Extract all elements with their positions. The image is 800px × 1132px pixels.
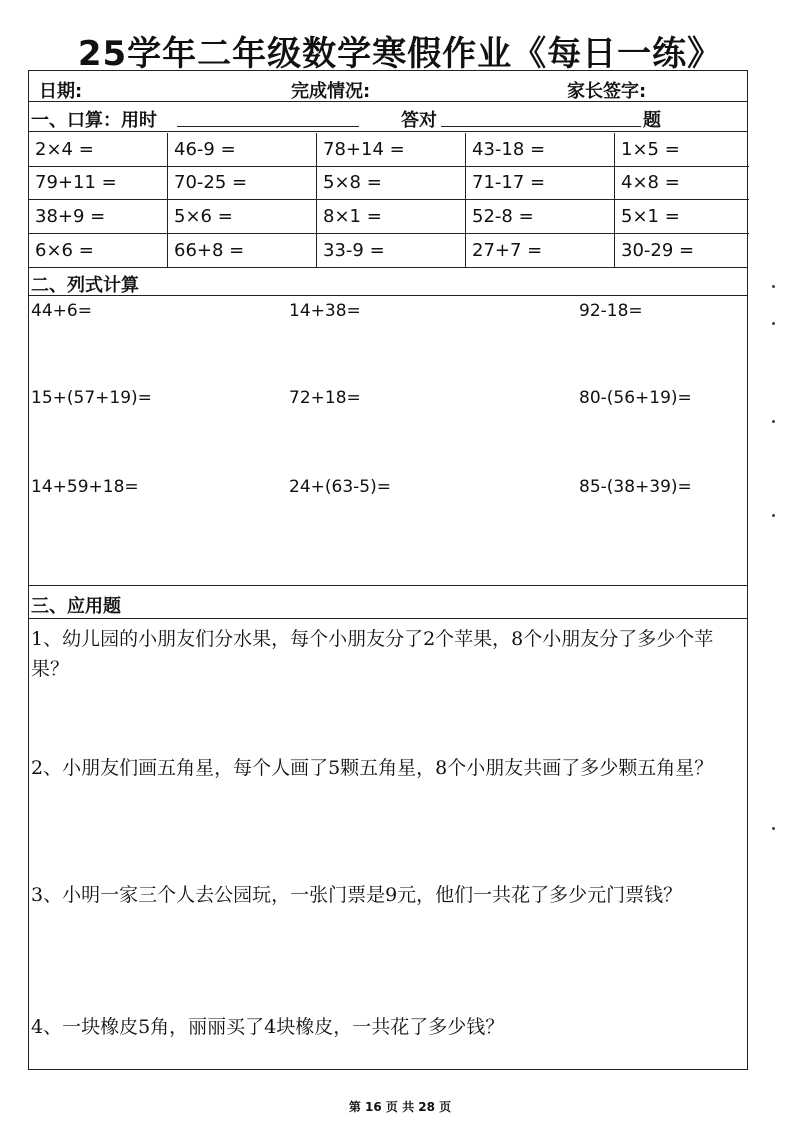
calc-cell: 43-18 = [466,133,615,167]
calc-cell: 38+9 = [29,200,168,234]
calc-cell: 33-9 = [317,234,466,268]
divider [29,585,747,586]
divider [29,267,747,268]
expression: 85-(38+39)= [579,477,692,497]
date-label: 日期: [39,81,83,102]
calc-cell: 1×5 = [615,133,749,167]
calc-cell: 52-8 = [466,200,615,234]
calc-cell: 6×6 = [29,234,168,268]
parent-signature-label: 家长签字: [567,81,647,102]
calc-cell: 8×1 = [317,200,466,234]
completion-label: 完成情况: [291,81,371,102]
section1-title: 一、口算：用时 [31,110,157,131]
calc-cell: 4×8 = [615,167,749,201]
correct-blank[interactable] [441,126,641,127]
scan-mark [772,285,775,288]
calc-cell: 66+8 = [168,234,317,268]
scan-mark [772,420,775,423]
calc-cell: 46-9 = [168,133,317,167]
unit-label: 题 [643,110,661,131]
calc-cell: 71-17 = [466,167,615,201]
expression: 44+6= [31,301,92,321]
calc-cell: 27+7 = [466,234,615,268]
calc-cell: 5×8 = [317,167,466,201]
word-problem: 1、幼儿园的小朋友们分水果，每个小朋友分了2个苹果，8个小朋友分了多少个苹果？ [31,628,714,680]
page-title: 25学年二年级数学寒假作业《每日一练》 [77,34,723,74]
expression: 72+18= [289,388,361,408]
mental-calc-grid [29,133,747,267]
calc-cell: 2×4 = [29,133,168,167]
word-problem: 3、小明一家三个人去公园玩，一张门票是9元，他们一共花了多少元门票钱？ [31,884,683,906]
calc-cell: 30-29 = [621,239,695,261]
page-footer: 第 16 页 共 28 页 [348,1100,452,1114]
word-problem: 4、一块橡皮5角，丽丽买了4块橡皮，一共花了多少钱？ [31,1016,505,1038]
word-problem: 2、小朋友们画五角星，每个人画了5颗五角星，8个小朋友共画了多少颗五角星？ [31,757,714,779]
calc-cell: 5×6 = [168,200,317,234]
scan-mark [772,322,775,325]
calc-cell: 78+14 = [317,133,466,167]
expression: 92-18= [579,301,643,321]
calc-cell: 79+11 = [29,167,168,201]
expression: 14+38= [289,301,361,321]
divider [29,618,747,619]
calc-cell: 5×1 = [615,200,749,234]
calc-cell: 70-25 = [168,167,317,201]
scan-mark [772,514,775,517]
expression: 15+(57+19)= [31,388,152,408]
expression: 80-(56+19)= [579,388,692,408]
section3-title: 三、应用题 [31,596,121,617]
divider [29,101,747,102]
divider [29,295,747,296]
divider [29,131,747,132]
scan-mark [772,827,775,830]
expression: 14+59+18= [31,477,139,497]
expression: 24+(63-5)= [289,477,391,497]
section2-title: 二、列式计算 [31,275,139,296]
worksheet [28,70,748,1070]
correct-label: 答对 [401,110,437,131]
time-blank[interactable] [177,126,359,127]
